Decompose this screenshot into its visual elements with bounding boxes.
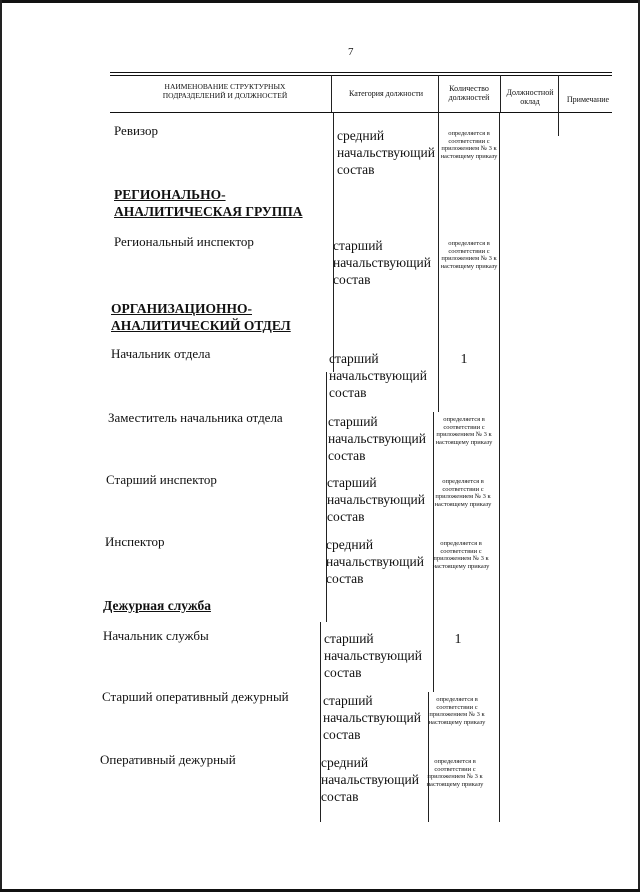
- row-category-regional-inspector: старший начальствующий состав: [333, 238, 431, 287]
- row-category-dept-head: старший начальствующий состав: [329, 351, 427, 400]
- header-name: НАИМЕНОВАНИЕ СТРУКТУРНЫХ ПОДРАЗДЕЛЕНИЙ И ДОЛЖНОСТЕЙ: [162, 82, 288, 100]
- col-sep-2-header: [438, 75, 439, 112]
- header-category: Категория должности: [349, 89, 423, 98]
- scan-edge-top: [0, 0, 640, 3]
- row-quantity-deputy-head: определяется в соответствии с приложением № 3 к настоящему приказу: [435, 416, 493, 446]
- col-sep-3: [499, 112, 500, 822]
- row-quantity-duty-officer: определяется в соответствии с приложением № 3 к настоящему приказу: [426, 758, 484, 788]
- row-quantity-senior-inspector: определяется в соответствии с приложением № 3 к настоящему приказу: [434, 478, 492, 508]
- header-note: Примечание: [566, 95, 610, 104]
- row-category-duty-officer: средний начальствующий состав: [321, 755, 419, 804]
- row-quantity-dept-head: 1: [460, 352, 468, 367]
- table-top-rule-2: [110, 75, 612, 76]
- row-category-senior-inspector: старший начальствующий состав: [327, 475, 425, 524]
- row-name-senior-duty-officer: Старший оперативный дежурный: [102, 689, 289, 704]
- table-top-rule: [110, 72, 612, 73]
- row-name-service-head: Начальник службы: [103, 628, 209, 643]
- header-salary: Должностной оклад: [506, 88, 554, 106]
- row-name-duty-officer: Оперативный дежурный: [100, 752, 236, 767]
- col-sep-1-header: [331, 75, 332, 112]
- row-category-service-head: старший начальствующий состав: [324, 631, 422, 680]
- page-number: 7: [348, 46, 354, 58]
- row-category-senior-duty-officer: старший начальствующий состав: [323, 693, 421, 742]
- row-category-deputy-head: старший начальствующий состав: [328, 414, 426, 463]
- section-regional-group: РЕГИОНАЛЬНО-АНАЛИТИЧЕСКАЯ ГРУППА: [114, 187, 303, 219]
- row-name-inspector: Инспектор: [105, 534, 165, 549]
- row-quantity-senior-duty-officer: определяется в соответствии с приложением № 3 к настоящему приказу: [428, 696, 486, 726]
- scan-edge-left: [0, 0, 2, 892]
- table-header-bottom-rule: [110, 112, 612, 113]
- section-org-department: ОРГАНИЗАЦИОННО-АНАЛИТИЧЕСКИЙ ОТДЕЛ: [111, 301, 291, 333]
- row-name-regional-inspector: Региональный инспектор: [114, 234, 254, 249]
- section-duty-service: Дежурная служба: [103, 598, 211, 613]
- row-name-dept-head: Начальник отдела: [111, 346, 211, 361]
- row-category-inspector: средний начальствующий состав: [326, 537, 424, 586]
- col-sep-4-header: [558, 75, 559, 112]
- col-sep-3-header: [500, 75, 501, 112]
- row-quantity-service-head: 1: [454, 632, 462, 647]
- row-name-revisor: Ревизор: [114, 123, 158, 138]
- header-quantity: Количество должностей: [448, 84, 490, 102]
- row-quantity-inspector: определяется в соответствии с приложением № 3 к настоящему приказу: [432, 540, 490, 570]
- row-name-deputy-head: Заместитель начальника отдела: [108, 410, 283, 425]
- row-quantity-revisor: определяется в соответствии с приложением № 3 к настоящему приказу: [440, 130, 498, 160]
- row-quantity-regional-inspector: определяется в соответствии с приложением № 3 к настоящему приказу: [440, 240, 498, 270]
- col-sep-4: [558, 112, 559, 136]
- row-name-senior-inspector: Старший инспектор: [106, 472, 217, 487]
- row-category-revisor: средний начальствующий состав: [337, 128, 435, 177]
